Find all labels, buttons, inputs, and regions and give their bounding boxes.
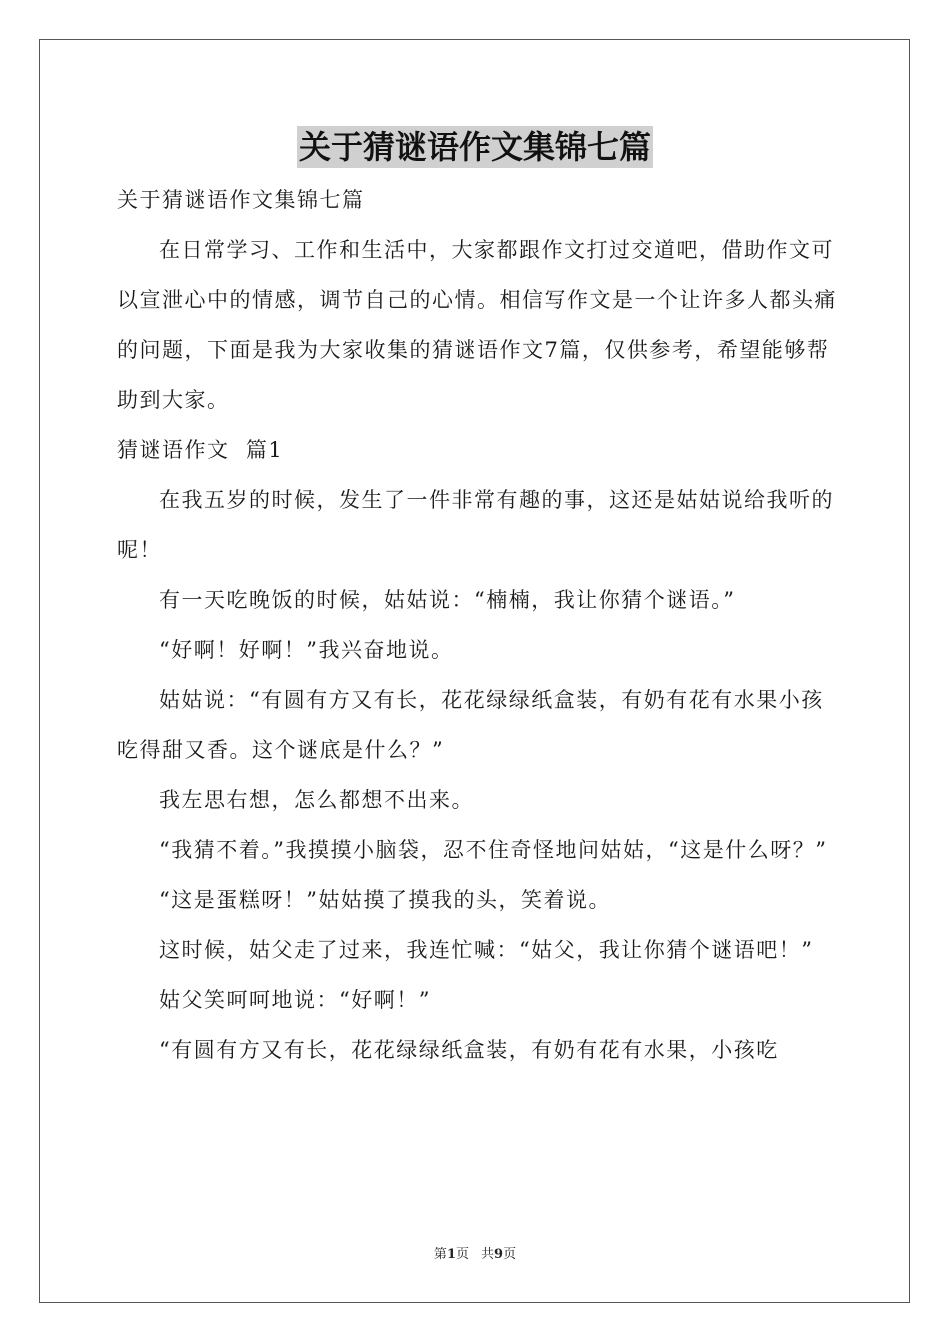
paragraph: 姑姑说：“有圆有方又有长，花花绿绿纸盒装，有奶有花有水果小孩吃得甜又香。这个谜底是什么？” <box>117 688 824 762</box>
page-total: 9 <box>494 1247 504 1262</box>
total-prefix: 共 <box>481 1247 495 1262</box>
paragraph: 在我五岁的时候，发生了一件非常有趣的事，这还是姑姑说给我听的呢！ <box>117 488 834 562</box>
paragraph: 我左思右想，怎么都想不出来。 <box>159 788 474 812</box>
total-suffix: 页 <box>503 1247 517 1262</box>
page-current: 1 <box>446 1247 456 1262</box>
paragraph: “有圆有方又有长，花花绿绿纸盒装，有奶有花有水果，小孩吃 <box>159 1038 779 1062</box>
paragraph: 关于猜谜语作文集锦七篇 <box>117 188 365 212</box>
page-prefix: 第 <box>433 1247 447 1262</box>
paragraph: 这时候，姑父走了过来，我连忙喊：“姑父，我让你猜个谜语吧！” <box>159 938 814 962</box>
title-container <box>0 126 950 168</box>
section-heading: 猜谜语作文 篇1 <box>117 438 284 462</box>
paragraph: 有一天吃晚饭的时候，姑姑说：“楠楠，我让你猜个谜语。” <box>159 588 736 612</box>
paragraph: 在日常学习、工作和生活中，大家都跟作文打过交道吧，借助作文可以宣泄心中的情感，调节自己的心情。相信写作文是一个让许多人都头痛的问题，下面是我为大家收集的猜谜语作文7篇，仅供参考，希望能够帮助到大家。 <box>117 238 837 412</box>
paragraph: 姑父笑呵呵地说：“好啊！” <box>159 988 431 1012</box>
paragraph: “我猜不着。”我摸摸小脑袋，忍不住奇怪地问姑姑，“这是什么呀？” <box>159 838 828 862</box>
document-title: 关于猜谜语作文集锦七篇 <box>298 128 651 166</box>
paragraph: “好啊！好啊！”我兴奋地说。 <box>159 638 454 662</box>
document-body <box>117 175 842 1075</box>
page-suffix: 页 <box>455 1247 469 1262</box>
paragraph: “这是蛋糕呀！”姑姑摸了摸我的头，笑着说。 <box>159 888 611 912</box>
page-footer <box>0 1246 950 1264</box>
